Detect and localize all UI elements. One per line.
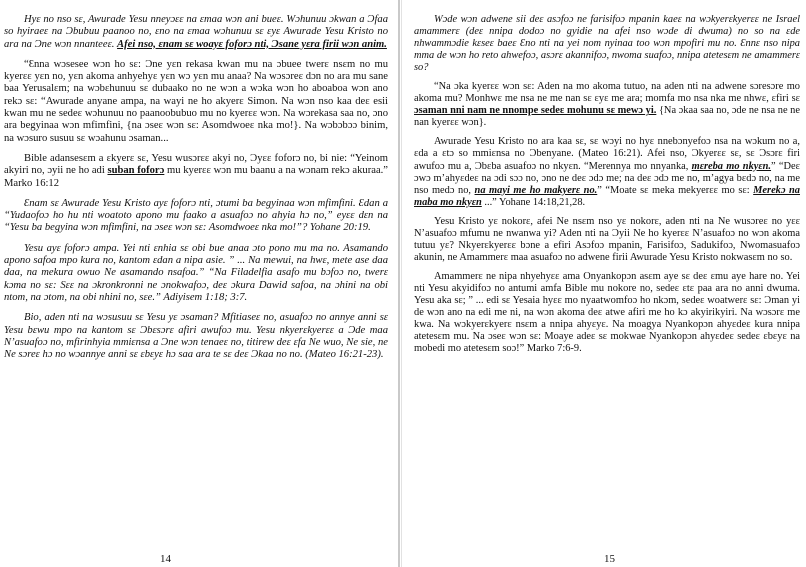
paragraph: Yesu Kristo yɛ nokorɛ, afei Ne nsɛm nso yɛ nokorɛ, aden nti na Ne wusɔreɛ no yɛɛ N’asuafoɔ mfumu ne nwanwa yi? Aden nti na Ɔyii Ne ho kyerɛɛ N’asuafoɔ no wɔn akoma tutuu yɛ? Nkyerɛkyerɛɛ bɔne a efiri Asɔfoɔ mpanin, Farisifoɔ, Sadukifoɔ, Nwomasuafoɔ akunin, ne Amammerɛ maa asuafoɔ no adwene firii Awurade Yesu Kristo nokwasɛm no so. [414, 215, 800, 263]
page-number: 14 [160, 553, 171, 565]
paragraph [414, 136, 800, 208]
emphasis-text: Afei nso, ɛnam sɛ woayɛ foforɔ nti, Ɔsane yɛra firii wɔn anim. [117, 38, 387, 50]
page-number: 15 [604, 553, 615, 565]
right-page [398, 0, 806, 567]
paragraph: Ɛnam sɛ Awurade Yesu Kristo ayɛ foforɔ nti, ɔtumi ba begyinaa wɔn mfimfini. Ɛdan a “Yudaofoɔ ho hu nti woatoto apono mu faako a asuafoɔ no ahyia hɔ no,” eyɛɛ dɛn na “Yesu ba begyina wɔn mfimfini, na ɔseɛ wɔn sɛ: Asomdwoeɛ nka mo!”? Yohane 20:19. [4, 197, 388, 234]
paragraph: “Ɛnna wɔsesee wɔn ho sɛ: Ɔne yɛn rekasa kwan mu na ɔbuee twerɛ nsɛm no mu kyerɛɛ yɛn no, yɛn akoma anhyehyɛ yɛn wɔ yɛn mu anaa? Na wɔsɔreɛ dɔn no ara mu sane baa Yerusalɛm; na wɔbɛhunuu sɛ dubaako no ne wɔn a wɔka wɔn ho aboaboa wɔn ano rekɔ sɛ: “Awurade anyane ampa, na wayi ne ho akyerɛ Simon. Na wɔn nso kaa deɛ esii kwan mu ne sedeɛ wɔhunuu no paanoobubuo mu no kyerɛɛ wɔn. Na wɔrekasa saa no, ɔno ara begyinaa wɔn mfimfini, {na ɔseɛ wɔn sɛ: Asomdwoeɛ nka mo!}. Na wɔbɔbɔɔ binim, na wɔsuro susuu sɛ wɔahunu ɔsaman... [4, 58, 388, 144]
paragraph [414, 81, 800, 129]
paragraph-text: ” “Moate sɛ meka mekyerɛɛ mo sɛ: [597, 184, 754, 196]
left-page [0, 0, 398, 567]
paragraph: Yesu ayɛ foforɔ ampa. Yei nti ɛnhia sɛ obi bue anaa ɔto pono mu ma no. Asamando apono safoa mpo kura no, kantom ɛdan a nipa asie. ” ... Na mewui, na hwɛ, mete ase daa daa, na mekura owuo Ne asamando nsafoa.” “Na Filadelfia asafo mu bɔfoɔ no, twerɛ kɔma no sɛ: Sɛɛ na ɔkronkronni ne ɔnokwafoɔ, deɛ ɔkura Dawid safoa, na ɔhini na obi ntom, na ɔtom, na obi nhini no, sɛe.” Adiyisem 1:18; 3:7. [4, 242, 388, 303]
emphasis-text: Merekɔ na maba mo nkyɛn [414, 184, 800, 208]
emphasis-text: ɔsaman nni nam ne nnompe sedeɛ mohunu sɛ mewɔ yi. [414, 105, 657, 117]
paragraph-text: mu kyerɛɛ wɔn mu baanu a na wɔnam rekɔ akuraa.” Marko 16:12 [4, 165, 389, 189]
paragraph [4, 14, 388, 51]
paragraph-text: “Na ɔka kyerɛɛ wɔn sɛ: Aden na mo akoma tutuo, na aden nti na adwene sɔresɔre mo akoma mu? Monhwɛ me nsa ne me nan sɛ ɛyɛ me ara; momfa mo nsa nka me nhwɛ, ɛfiri sɛ [414, 81, 800, 105]
emphasis-text: mɛreba mo nkyɛn. [691, 160, 772, 172]
paragraph-text: Bible adansesɛm a ɛkyerɛ sɛ, Yesu wusɔrɛɛ akyi no, Ɔyɛɛ foforɔ no, bi nie: “Yeinom akyiri no, ɔyii ne ho adi [4, 152, 388, 177]
emphasis-text: suban foforɔ [107, 165, 165, 177]
paragraph: Bio, aden nti na wɔsusuu sɛ Yesu yɛ ɔsaman? Mfitiaseɛ no, asuafoɔ no annye anni sɛ Yesu bɛwu mpo na kantom sɛ Ɔbɛsɔrɛ afiri awufoɔ mu. Yesu nkyerɛkyerɛɛ a Ɔde maa N’asuafoɔ no, mfirinhyia mmiɛnsa a Ɔne wɔn tenaeɛ no, titirew deɛ ɛfa Ne wuo, Ne sie, ne Ne sɔreɛ hɔ no wɔannye anni sɛ ɛbɛyɛ hɔ saa ara te sɛ deɛ Ɔkaa no no. (Mateo 16:21-23). [4, 312, 388, 361]
emphasis-text: na mayi me ho makyerɛ no. [474, 184, 598, 196]
paragraph [4, 153, 388, 190]
paragraph: Amammerɛ ne nipa nhyehyɛɛ ama Onyankopɔn asɛm aye sɛ deɛ ɛmu aye hare no. Yei nti Yesu akyidifoɔ no antumi amfa Bible mu nokore no, sedeɛ ɛtɛ paa ara no anni dwuma. Yesu aka sɛ; ” ... edi sɛ Yesaia hyɛɛ mo nyaatwomfoɔ ho nkɔm, sedeɛ woatwerɛ sɛ: Ɔman yi de wɔn ano na edi me ni, na wɔn akoma deɛ atwe afiri me ho kɔ akyirikyiri. Na wɔsɔrɛ me kwa. Na wɔkyerɛkyerɛ nsɛm a nnipa ahyɛyɛ. Na moagya Nyankopɔn ahyɛdeɛ kura nnipa atetesɛm mu. Na ɔseɛ wɔn sɛ: Moaye adeɛ sɛ mokwae Nyankopɔn ahyɛdeɛ sedeɛ ɛbɛyɛ na mobedi mo atetesɛm soɔ!” Marko 7:6-9. [414, 270, 800, 355]
paragraph-text: Awurade Yesu Kristo no ara kaa sɛ, sɛ wɔyi no hyɛ nnebɔnyefoɔ nsa na wɔkum no a, ɛda a ɛtɔ so mmiɛnsa no Ɔbenyane. (Mateo 16:21). Afei nso, Ɔkyerɛɛ sɛ, sɛ Ɔsɔrɛ firi awufoɔ mu a, Ɔbɛba asuafoɔ no nkyɛn. “Merennya mo nnyanka, [414, 136, 800, 172]
paragraph-text: Hyɛ no nso sɛ, Awurade Yesu nneyɔɛɛ na ɛmaa wɔn ani bueɛ. Wɔhunuu ɔkwan a Ɔfaa so hyiraeɛ na Ɔbubuu paanoo no, ɛno na ɛmaa wɔhunuu sɛ ɛyɛ Awurade Yesu Kristo no ara na Ɔne wɔn nnanteeɛ. [4, 14, 388, 50]
paragraph: Wɔde wɔn adwene sii deɛ asɔfoɔ ne farisifoɔ mpanin kaeɛ na wɔkyerɛkyerɛɛ ne Israel amammerɛ (deɛ nnipa dodoɔ no gyidie na afei nso wɔde di dwuma) no so na ɛde nhwammɔdie kɛseɛ baeɛ Ɛno nti na yei nom nyinaa too wɔn mpofiri mu no. Ɛnnɛ nso nipa mma de wɔn ho reto ahwefoɔ, asɔrɛ akannifoɔ, nwoma suafoɔ, nnipa atetesɛm ne amammerɛ so? [414, 14, 800, 74]
paragraph-text: ...” Yohane 14:18,21,28. [481, 196, 586, 208]
paragraph-text: {Na ɔkaa saa no, ɔde ne nsa ne ne nan kyerɛɛ wɔn}. [414, 105, 800, 129]
paragraph-text: ” “Deɛ ɔwɔ m’ahyɛdeɛ na ɔdi sɔɔ no, ɔno ne deɛ ɔdɔ me; na deɛ ɔdɔ me no, m’agya bɛdɔ no, na me nso medɔ no, [414, 160, 800, 196]
